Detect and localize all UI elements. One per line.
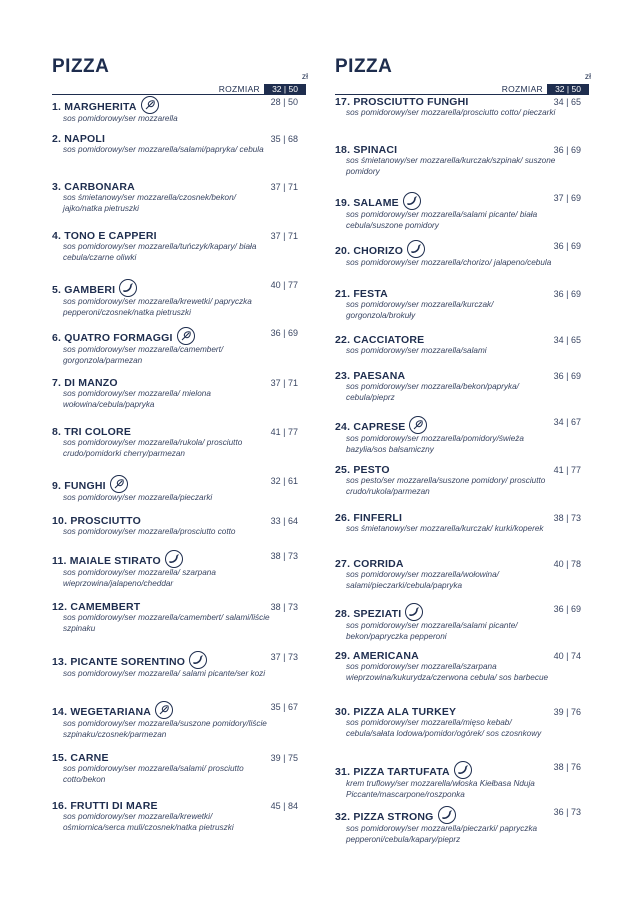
item-description: sos pomidorowy/ser mozzarella/chorizo/ jalapeno/cebula — [346, 258, 552, 267]
item-description: sos pomidorowy/ser mozzarella/szarpana wieprzowina/kukurydza/czerwona cebula/ sos barbecue — [346, 662, 549, 682]
menu-item — [335, 706, 589, 739]
item-price: 36 | 69 — [270, 328, 298, 338]
item-name — [52, 230, 306, 242]
item-price: 45 | 84 — [270, 801, 298, 811]
item-name — [52, 279, 306, 297]
item-name-text: 22. CACCIATORE — [335, 334, 425, 346]
item-description: sos pesto/ser mozzarella/suszone pomidory/ prosciutto crudo/rukola/parmezan — [346, 476, 546, 496]
item-description: sos pomidorowy/ser mozzarella/camembert/ salami/liście szpinaku — [63, 613, 270, 633]
menu-item — [335, 761, 589, 800]
item-name — [52, 550, 306, 568]
size-header — [52, 84, 306, 95]
item-name-text: 29. AMERICANA — [335, 650, 419, 662]
item-name — [335, 192, 589, 210]
item-price: 34 | 65 — [553, 97, 581, 107]
item-price: 41 | 77 — [270, 427, 298, 437]
header-rule — [335, 94, 589, 95]
item-price: 35 | 67 — [270, 702, 298, 712]
item-name-text: 21. FESTA — [335, 288, 388, 300]
item-name-text: 32. PIZZA STRONG — [335, 811, 434, 823]
menu-item — [52, 377, 306, 410]
menu-item — [335, 512, 589, 535]
item-price: 37 | 71 — [270, 231, 298, 241]
item-name-text: 5. GAMBERI — [52, 284, 116, 296]
currency-label: zł — [301, 71, 308, 81]
item-name-text: 13. PICANTE SORENTINO — [52, 656, 186, 668]
size-label: ROZMIAR — [218, 84, 260, 94]
size-values: 32 | 50 — [547, 84, 589, 94]
item-description: sos pomidorowy/ser mozzarella/salami/papryka/ cebula — [63, 145, 264, 154]
item-description: sos pomidorowy/ser mozzarella — [63, 114, 178, 123]
menu-item — [335, 288, 589, 321]
item-name-text: 2. NAPOLI — [52, 133, 106, 145]
item-name — [52, 133, 306, 145]
chili-icon — [407, 240, 425, 258]
item-price: 35 | 68 — [270, 134, 298, 144]
item-name-text: 11. MAIALE STIRATO — [52, 555, 161, 567]
item-name — [52, 327, 306, 345]
item-description: sos śmietanowy/ser mozzarella/kurczak/szpinak/ suszone pomidory — [346, 156, 556, 176]
item-name — [335, 144, 589, 156]
item-description: sos pomidorowy/ser mozzarella/prosciutto cotto — [63, 527, 236, 536]
menu-item — [335, 806, 589, 845]
menu-item — [335, 144, 589, 177]
item-name — [335, 288, 589, 300]
item-price: 40 | 74 — [553, 651, 581, 661]
item-name-text: 6. QUATRO FORMAGGI — [52, 332, 173, 344]
menu-item — [335, 464, 589, 497]
item-price: 36 | 73 — [553, 807, 581, 817]
menu-item — [335, 603, 589, 642]
item-description: sos pomidorowy/ser mozzarella/pieczarki/ papryczka pepperoni/cebula/kapary/pieprz — [346, 824, 538, 844]
item-name — [335, 334, 589, 346]
item-name — [335, 512, 589, 524]
item-description: sos śmietanowy/ser mozzarella/kurczak/ kurki/koperek — [346, 524, 544, 533]
item-name — [335, 806, 589, 824]
header-rule — [52, 94, 306, 95]
item-name — [52, 601, 306, 613]
size-values: 32 | 50 — [264, 84, 306, 94]
item-price: 40 | 77 — [270, 280, 298, 290]
menu-item — [52, 651, 306, 680]
menu-item — [335, 650, 589, 683]
menu-item — [335, 96, 589, 119]
section-title: PIZZA — [52, 56, 110, 77]
menu-item — [52, 230, 306, 263]
item-name-text: 27. CORRIDA — [335, 558, 404, 570]
item-name — [52, 752, 306, 764]
item-name-text: 23. PAESANA — [335, 370, 406, 382]
item-price: 37 | 73 — [270, 652, 298, 662]
menu-item — [335, 558, 589, 591]
item-name-text: 12. CAMEMBERT — [52, 601, 141, 613]
item-description: sos pomidorowy/ser mozzarella/salami picante/ biała cebula/suszone pomidory — [346, 210, 538, 230]
item-name-text: 15. CARNE — [52, 752, 109, 764]
item-name — [52, 701, 306, 719]
item-name-text: 3. CARBONARA — [52, 181, 135, 193]
item-description: sos pomidorowy/ser mozzarella/kurczak/ gorgonzola/brokuły — [346, 300, 494, 320]
item-name-text: 7. DI MANZO — [52, 377, 118, 389]
menu-item — [52, 601, 306, 634]
item-price: 39 | 76 — [553, 707, 581, 717]
item-description: sos śmietanowy/ser mozzarella/czosnek/bekon/ jajko/natka pietruszki — [63, 193, 236, 213]
item-price: 32 | 61 — [270, 476, 298, 486]
item-name — [52, 651, 306, 669]
item-name-text: 24. CAPRESE — [335, 421, 406, 433]
chili-icon — [165, 550, 183, 568]
chili-icon — [438, 806, 456, 824]
item-description: sos pomidorowy/ser mozzarella/krewetki/ papryczka pepperoni/czosnek/natka pietruszki — [63, 297, 252, 317]
section-title: PIZZA — [335, 56, 393, 77]
item-name — [52, 475, 306, 493]
item-price: 37 | 71 — [270, 378, 298, 388]
item-price: 34 | 65 — [553, 335, 581, 345]
item-name-text: 28. SPEZIATI — [335, 608, 402, 620]
item-price: 40 | 78 — [553, 559, 581, 569]
item-description: sos pomidorowy/ser mozzarella/salami picante/ bekon/papryczka pepperoni — [346, 621, 518, 641]
item-price: 36 | 69 — [553, 289, 581, 299]
item-name — [52, 377, 306, 389]
item-name — [335, 416, 589, 434]
item-name — [335, 558, 589, 570]
menu-item — [52, 752, 306, 785]
item-name-text: 14. WEGETARIANA — [52, 706, 152, 718]
size-header — [335, 84, 589, 95]
item-description: sos pomidorowy/ser mozzarella/camembert/ gorgonzola/parmezan — [63, 345, 224, 365]
item-description: sos pomidorowy/ser mozzarella/ salami picante/ser kozi — [63, 669, 266, 678]
item-name-text: 4. TONO E CAPPERI — [52, 230, 157, 242]
menu-item — [52, 133, 306, 156]
size-label: ROZMIAR — [501, 84, 543, 94]
item-description: sos pomidorowy/ser mozzarella/tuńczyk/kapary/ biała cebula/czarne oliwki — [63, 242, 257, 262]
vegetarian-leaf-icon — [155, 701, 173, 719]
menu-item — [52, 475, 306, 504]
item-name — [52, 515, 306, 527]
item-description: sos pomidorowy/ser mozzarella/mięso kebab/ cebula/sałata lodowa/pomidor/ogórek/ sos czosnkowy — [346, 718, 542, 738]
item-name — [335, 706, 589, 718]
item-description: sos pomidorowy/ser mozzarella/bekon/papryka/ cebula/pieprz — [346, 382, 519, 402]
menu-item — [52, 96, 306, 125]
item-price: 38 | 73 — [553, 513, 581, 523]
item-name — [52, 800, 306, 812]
menu-item — [335, 334, 589, 357]
vegetarian-leaf-icon — [177, 327, 195, 345]
item-description: sos pomidorowy/ser mozzarella/prosciutto cotto/ pieczarki — [346, 108, 556, 117]
item-name-text: 9. FUNGHI — [52, 480, 106, 492]
menu-item — [52, 327, 306, 366]
item-price: 38 | 73 — [270, 551, 298, 561]
item-description: sos pomidorowy/ser mozzarella/salami/ prosciutto cotto/bekon — [63, 764, 244, 784]
item-price: 36 | 69 — [553, 145, 581, 155]
item-price: 36 | 69 — [553, 371, 581, 381]
item-name-text: 10. PROSCIUTTO — [52, 515, 141, 527]
vegetarian-leaf-icon — [409, 416, 427, 434]
item-name-text: 30. PIZZA ALA TURKEY — [335, 706, 457, 718]
menu-item — [335, 192, 589, 231]
item-name — [335, 603, 589, 621]
item-name-text: 25. PESTO — [335, 464, 390, 476]
item-description: sos pomidorowy/ser mozzarella/rukola/ prosciutto crudo/pomidorki cherry/parmezan — [63, 438, 243, 458]
item-description: sos pomidorowy/ser mozzarella/ mielona wołowina/cebula/papryka — [63, 389, 211, 409]
item-name-text: 17. PROSCIUTTO FUNGHI — [335, 96, 469, 108]
item-name-text: 18. SPINACI — [335, 144, 398, 156]
menu-item — [335, 416, 589, 455]
item-description: krem truflowy/ser mozzarella/włoska Kiełbasa Nduja Piccante/mascarpone/roszponka — [346, 779, 535, 799]
item-name — [52, 96, 306, 114]
menu-item — [52, 550, 306, 589]
item-name-text: 1. MARGHERITA — [52, 101, 137, 113]
item-name — [335, 240, 589, 258]
item-name-text: 8. TRI COLORE — [52, 426, 132, 438]
item-name-text: 16. FRUTTI DI MARE — [52, 800, 158, 812]
chili-icon — [189, 651, 207, 669]
item-name — [52, 181, 306, 193]
currency-label: zł — [584, 71, 591, 81]
item-price: 39 | 75 — [270, 753, 298, 763]
item-description: sos pomidorowy/ser mozzarella/krewetki/ ośmiornica/serca muli/czosnek/natka pietruszki — [63, 812, 234, 832]
item-name-text: 19. SALAME — [335, 197, 399, 209]
vegetarian-leaf-icon — [110, 475, 128, 493]
item-price: 33 | 64 — [270, 516, 298, 526]
item-name-text: 31. PIZZA TARTUFATA — [335, 766, 450, 778]
item-description: sos pomidorowy/ser mozzarella/pieczarki — [63, 493, 213, 502]
item-price: 36 | 69 — [553, 241, 581, 251]
menu-item — [335, 240, 589, 269]
item-price: 38 | 76 — [553, 762, 581, 772]
chili-icon — [403, 192, 421, 210]
item-name — [335, 650, 589, 662]
item-name — [335, 370, 589, 382]
item-price: 37 | 71 — [270, 182, 298, 192]
chili-icon — [405, 603, 423, 621]
menu-item — [52, 800, 306, 833]
item-name-text: 20. CHORIZO — [335, 245, 404, 257]
item-description: sos pomidorowy/ser mozzarella/wołowina/ salami/pieczarki/cebula/papryka — [346, 570, 499, 590]
chili-icon — [454, 761, 472, 779]
item-price: 38 | 73 — [270, 602, 298, 612]
menu-item — [52, 701, 306, 740]
item-price: 36 | 69 — [553, 604, 581, 614]
item-price: 41 | 77 — [553, 465, 581, 475]
menu-item — [52, 426, 306, 459]
menu-item — [335, 370, 589, 403]
chili-icon — [119, 279, 137, 297]
menu-item — [52, 515, 306, 538]
item-name — [335, 761, 589, 779]
menu-item — [52, 279, 306, 318]
item-description: sos pomidorowy/ser mozzarella/pomidory/świeża bazylia/sos balsamiczny — [346, 434, 524, 454]
item-name — [335, 96, 589, 108]
item-price: 37 | 69 — [553, 193, 581, 203]
item-description: sos pomidorowy/ser mozzarella/salami — [346, 346, 487, 355]
item-name — [52, 426, 306, 438]
menu-item — [52, 181, 306, 214]
vegetarian-leaf-icon — [141, 96, 159, 114]
item-price: 28 | 50 — [270, 97, 298, 107]
item-name-text: 26. FINFERLI — [335, 512, 403, 524]
item-description: sos pomidorowy/ser mozzarella/ szarpana wieprzowina/jalapeno/cheddar — [63, 568, 216, 588]
item-price: 34 | 67 — [553, 417, 581, 427]
item-name — [335, 464, 589, 476]
item-description: sos pomidorowy/ser mozzarella/suszone pomidory/liście szpinaku/czosnek/parmezan — [63, 719, 267, 739]
